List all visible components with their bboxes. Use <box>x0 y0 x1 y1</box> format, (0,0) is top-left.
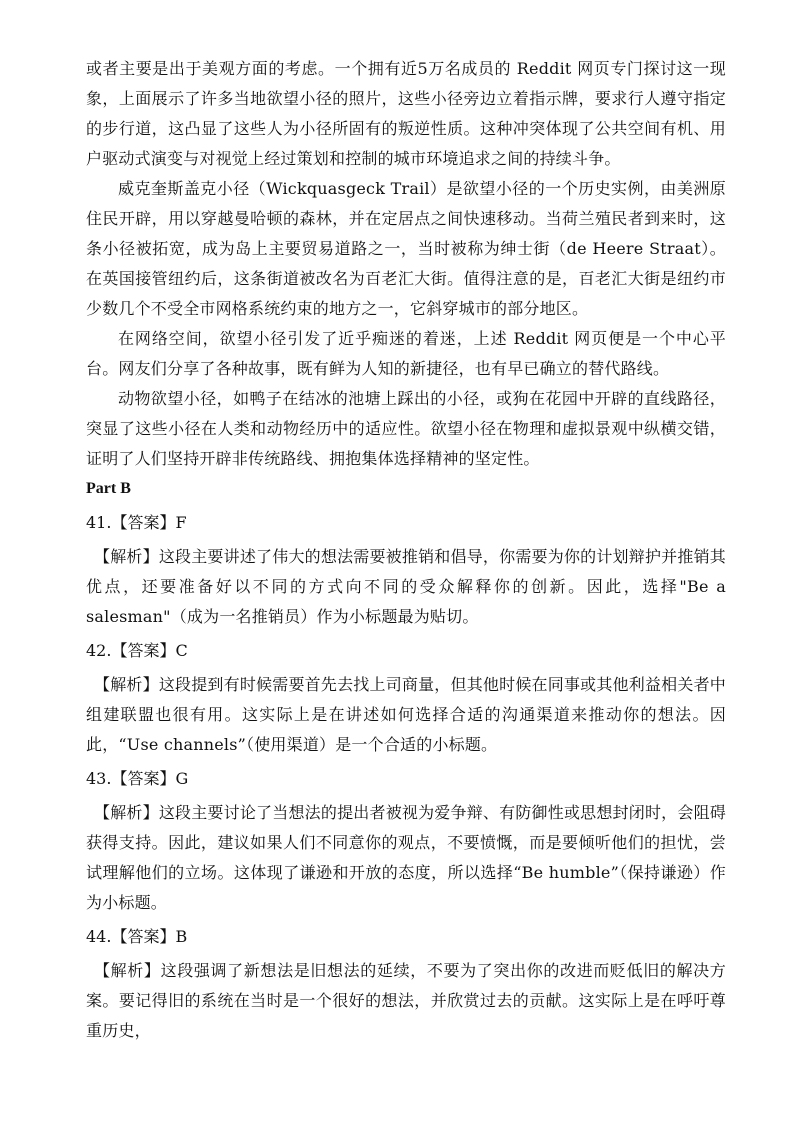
passage-paragraph-4: 动物欲望小径，如鸭子在结冰的池塘上踩出的小径，或狗在花园中开辟的直线路径，突显了这些小径在人类和动物经历中的适应性。欲望小径在物理和虚拟景观中纵横交错，证明了人们坚持开辟非传统路线、拥抱集体选择精神的坚定性。 <box>86 389 726 468</box>
answer-43: 43.【答案】G <box>86 769 189 788</box>
analysis-44: 【解析】这段强调了新想法是旧想法的延续，不要为了突出你的改进而贬低旧的解决方案。要记得旧的系统在当时是一个很好的想法，并欣赏过去的贡献。这实际上是在呼吁尊重历史， <box>86 961 726 1040</box>
analysis-42: 【解析】这段提到有时候需要首先去找上司商量，但其他时候在同事或其他利益相关者中组建联盟也很有用。这实际上是在讲述如何选择合适的沟通渠道来推动你的想法。因此，“Use channels”（使用渠道）是一个合适的小标题。 <box>86 675 726 754</box>
document-body <box>86 54 726 1046</box>
passage-paragraph-2: 威克奎斯盖克小径（Wickquasgeck Trail）是欲望小径的一个历史实例，由美洲原住民开辟，用以穿越曼哈顿的森林，并在定居点之间快速移动。当荷兰殖民者到来时，这条小径被拓宽，成为岛上主要贸易道路之一，当时被称为绅士街（de Heere Straat）。在英国接管纽约后，这条街道被改名为百老汇大街。值得注意的是，百老汇大街是纽约市少数几个不受全市网格系统约束的地方之一，它斜穿城市的部分地区。 <box>86 179 726 318</box>
analysis-41: 【解析】这段主要讲述了伟大的想法需要被推销和倡导，你需要为你的计划辩护并推销其优点，还要准备好以不同的方式向不同的受众解释你的创新。因此，选择"Be a salesman"（成为一名推销员）作为小标题最为贴切。 <box>86 547 726 626</box>
answer-44: 44.【答案】B <box>86 927 188 946</box>
analysis-43: 【解析】这段主要讨论了当想法的提出者被视为爱争辩、有防御性或思想封闭时，会阻碍获得支持。因此，建议如果人们不同意你的观点，不要愤慨，而是要倾听他们的担忧，尝试理解他们的立场。这体现了谦逊和开放的态度，所以选择“Be humble”（保持谦逊）作为小标题。 <box>86 803 726 912</box>
answer-41: 41.【答案】F <box>86 513 187 532</box>
passage-paragraph-1: 或者主要是出于美观方面的考虑。一个拥有近5万名成员的 Reddit 网页专门探讨这一现象，上面展示了许多当地欲望小径的照片，这些小径旁边立着指示牌，要求行人遵守指定的步行道，这凸显了这些人为小径所固有的叛逆性质。这种冲突体现了公共空间有机、用户驱动式演变与对视觉上经过策划和控制的城市环境追求之间的持续斗争。 <box>86 59 726 168</box>
passage-paragraph-3: 在网络空间，欲望小径引发了近乎痴迷的着迷，上述 Reddit 网页便是一个中心平台。网友们分享了各种故事，既有鲜为人知的新捷径，也有早已确立的替代路线。 <box>86 329 726 378</box>
answer-42: 42.【答案】C <box>86 641 188 660</box>
section-title: Part B <box>86 480 131 497</box>
